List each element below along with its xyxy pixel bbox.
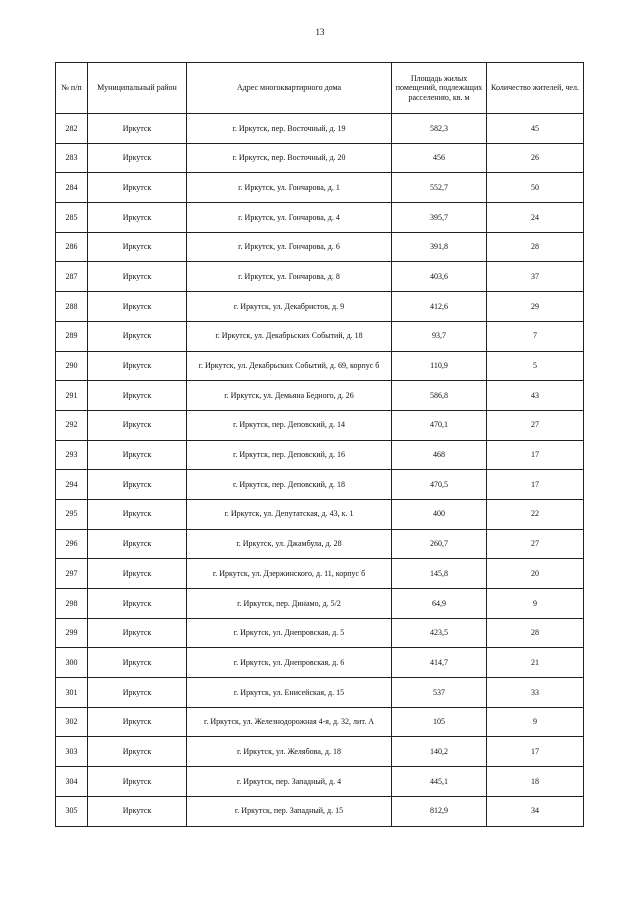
cell-residents: 34 [487,796,584,826]
cell-area: 552,7 [392,173,487,203]
cell-address: г. Иркутск, ул. Депутатская, д. 43, к. 1 [187,499,392,529]
table-row [56,321,584,351]
cell-num: 296 [56,529,88,559]
table-row [56,232,584,262]
cell-address: г. Иркутск, ул. Гончарова, д. 6 [187,232,392,262]
cell-area: 445,1 [392,767,487,797]
cell-num: 299 [56,618,88,648]
cell-district: Иркутск [88,707,187,737]
table-row [56,529,584,559]
cell-area: 537 [392,678,487,708]
cell-num: 290 [56,351,88,381]
cell-address: г. Иркутск, ул. Енисейская, д. 15 [187,678,392,708]
cell-district: Иркутск [88,203,187,233]
cell-residents: 45 [487,114,584,144]
cell-district: Иркутск [88,321,187,351]
cell-district: Иркутск [88,737,187,767]
cell-num: 292 [56,410,88,440]
cell-num: 303 [56,737,88,767]
cell-residents: 43 [487,381,584,411]
table-row [56,203,584,233]
cell-address: г. Иркутск, ул. Днепровская, д. 6 [187,648,392,678]
cell-district: Иркутск [88,114,187,144]
cell-residents: 27 [487,410,584,440]
cell-num: 298 [56,589,88,619]
cell-area: 403,6 [392,262,487,292]
cell-district: Иркутск [88,648,187,678]
cell-residents: 37 [487,262,584,292]
cell-address: г. Иркутск, пер. Динамо, д. 5/2 [187,589,392,619]
table-row [56,796,584,826]
cell-area: 140,2 [392,737,487,767]
cell-residents: 5 [487,351,584,381]
cell-address: г. Иркутск, ул. Днепровская, д. 5 [187,618,392,648]
cell-num: 294 [56,470,88,500]
cell-area: 110,9 [392,351,487,381]
cell-num: 295 [56,499,88,529]
cell-area: 395,7 [392,203,487,233]
cell-area: 64,9 [392,589,487,619]
table-row [56,559,584,589]
cell-residents: 9 [487,589,584,619]
table-header [56,63,584,114]
cell-address: г. Иркутск, пер. Западный, д. 4 [187,767,392,797]
cell-address: г. Иркутск, пер. Деповский, д. 14 [187,410,392,440]
cell-district: Иркутск [88,410,187,440]
cell-num: 288 [56,292,88,322]
cell-num: 283 [56,143,88,173]
table-row [56,351,584,381]
cell-address: г. Иркутск, пер. Западный, д. 15 [187,796,392,826]
cell-area: 414,7 [392,648,487,678]
cell-num: 284 [56,173,88,203]
cell-num: 301 [56,678,88,708]
cell-area: 582,3 [392,114,487,144]
cell-num: 286 [56,232,88,262]
header-address: Адрес многоквартирного дома [187,63,392,114]
cell-address: г. Иркутск, ул. Декабрьских Событий, д. 69, корпус б [187,351,392,381]
table-row [56,707,584,737]
cell-address: г. Иркутск, ул. Железнодорожная 4-я, д. 32, лит. А [187,707,392,737]
cell-num: 289 [56,321,88,351]
table-row [56,440,584,470]
cell-area: 468 [392,440,487,470]
table-row [56,381,584,411]
cell-residents: 28 [487,232,584,262]
cell-residents: 29 [487,292,584,322]
table-row [56,292,584,322]
cell-num: 293 [56,440,88,470]
cell-area: 412,6 [392,292,487,322]
header-district: Муниципальный район [88,63,187,114]
table-body [56,114,584,827]
cell-area: 470,5 [392,470,487,500]
cell-address: г. Иркутск, пер. Деповский, д. 16 [187,440,392,470]
cell-area: 400 [392,499,487,529]
cell-residents: 17 [487,440,584,470]
table-row [56,767,584,797]
cell-area: 470,1 [392,410,487,440]
cell-address: г. Иркутск, ул. Декабрьских Событий, д. 18 [187,321,392,351]
cell-district: Иркутск [88,589,187,619]
cell-district: Иркутск [88,143,187,173]
cell-district: Иркутск [88,440,187,470]
cell-residents: 22 [487,499,584,529]
cell-residents: 50 [487,173,584,203]
cell-address: г. Иркутск, ул. Гончарова, д. 1 [187,173,392,203]
cell-district: Иркутск [88,470,187,500]
cell-district: Иркутск [88,767,187,797]
cell-num: 304 [56,767,88,797]
cell-residents: 17 [487,737,584,767]
table-row [56,173,584,203]
cell-residents: 7 [487,321,584,351]
cell-residents: 24 [487,203,584,233]
cell-residents: 26 [487,143,584,173]
cell-district: Иркутск [88,529,187,559]
cell-area: 105 [392,707,487,737]
cell-address: г. Иркутск, пер. Деповский, д. 18 [187,470,392,500]
cell-num: 291 [56,381,88,411]
cell-district: Иркутск [88,381,187,411]
cell-area: 456 [392,143,487,173]
table-row [56,470,584,500]
cell-address: г. Иркутск, пер. Восточный, д. 20 [187,143,392,173]
cell-num: 282 [56,114,88,144]
cell-residents: 28 [487,618,584,648]
page-number: 13 [315,27,325,37]
header-area: Площадь жилых помещений, подлежащих расселению, кв. м [392,63,487,114]
cell-residents: 20 [487,559,584,589]
table-row [56,114,584,144]
cell-district: Иркутск [88,499,187,529]
table-row [56,143,584,173]
cell-residents: 9 [487,707,584,737]
table-row [56,262,584,292]
cell-address: г. Иркутск, ул. Гончарова, д. 8 [187,262,392,292]
table-row [56,737,584,767]
cell-district: Иркутск [88,173,187,203]
cell-district: Иркутск [88,796,187,826]
cell-num: 300 [56,648,88,678]
cell-residents: 18 [487,767,584,797]
table-row [56,589,584,619]
cell-num: 287 [56,262,88,292]
table-row [56,678,584,708]
cell-area: 812,9 [392,796,487,826]
cell-num: 285 [56,203,88,233]
cell-district: Иркутск [88,262,187,292]
header-num: № п/п [56,63,88,114]
cell-num: 302 [56,707,88,737]
cell-area: 391,8 [392,232,487,262]
table-row [56,410,584,440]
header-residents: Количество жителей, чел. [487,63,584,114]
cell-num: 297 [56,559,88,589]
table-row [56,618,584,648]
cell-district: Иркутск [88,232,187,262]
cell-residents: 17 [487,470,584,500]
cell-district: Иркутск [88,618,187,648]
cell-district: Иркутск [88,559,187,589]
cell-area: 586,8 [392,381,487,411]
table-row [56,499,584,529]
cell-residents: 27 [487,529,584,559]
cell-area: 145,8 [392,559,487,589]
cell-address: г. Иркутск, ул. Демьяна Бедного, д. 26 [187,381,392,411]
cell-area: 423,5 [392,618,487,648]
cell-address: г. Иркутск, ул. Дзержинского, д. 11, корпус б [187,559,392,589]
cell-address: г. Иркутск, ул. Джамбула, д. 28 [187,529,392,559]
cell-district: Иркутск [88,351,187,381]
cell-area: 93,7 [392,321,487,351]
cell-address: г. Иркутск, ул. Гончарова, д. 4 [187,203,392,233]
cell-district: Иркутск [88,678,187,708]
table-row [56,648,584,678]
cell-address: г. Иркутск, ул. Декабристов, д. 9 [187,292,392,322]
cell-num: 305 [56,796,88,826]
cell-district: Иркутск [88,292,187,322]
housing-table [55,62,584,827]
cell-address: г. Иркутск, ул. Желябова, д. 18 [187,737,392,767]
cell-area: 260,7 [392,529,487,559]
cell-residents: 21 [487,648,584,678]
cell-address: г. Иркутск, пер. Восточный, д. 19 [187,114,392,144]
cell-residents: 33 [487,678,584,708]
